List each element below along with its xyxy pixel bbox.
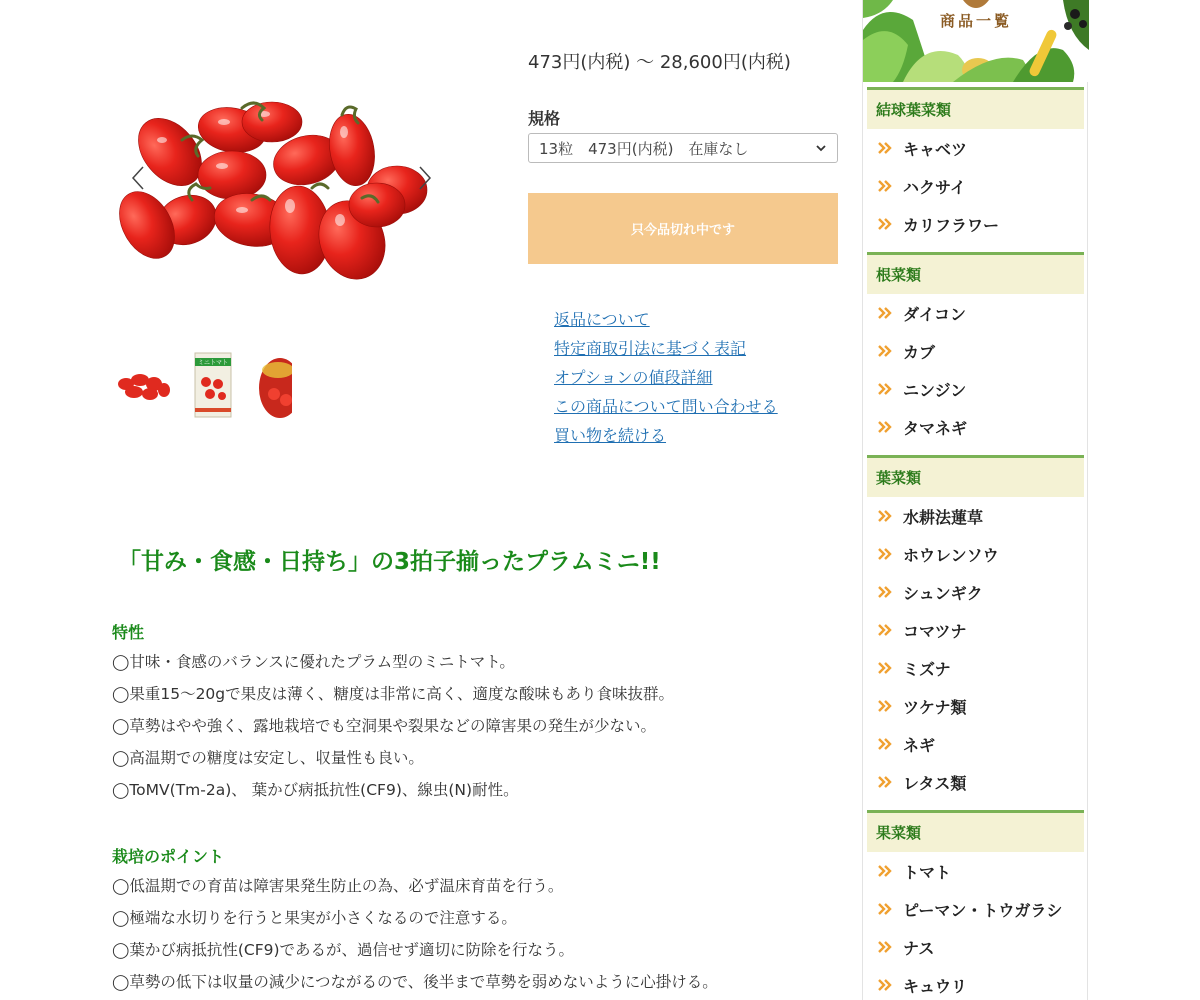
category-item[interactable]: [867, 763, 1084, 801]
double-chevron-right-icon: [877, 179, 893, 193]
spec-select[interactable]: [528, 133, 838, 163]
link-returns[interactable]: 返品について: [554, 310, 650, 329]
product-links: [554, 305, 778, 450]
spec-select-value: 13粒 473円(内税) 在庫なし: [539, 139, 749, 158]
category-item-label: ニンジン: [903, 380, 967, 400]
category-block-leafy-vegetables: [867, 455, 1084, 801]
list-item: ◯高温期での糖度は安定し、収量性も良い。: [112, 749, 424, 767]
double-chevron-right-icon: [877, 661, 893, 675]
chevron-right-icon: [413, 165, 435, 191]
double-chevron-right-icon: [877, 420, 893, 434]
gallery-prev-button[interactable]: [128, 165, 150, 191]
main-product-photo[interactable]: [112, 80, 452, 300]
gallery-next-button[interactable]: [413, 165, 435, 191]
price-range: 473円(内税) 〜 28,600円(内税): [528, 52, 791, 73]
category-item[interactable]: [867, 129, 1084, 167]
product-description: [112, 543, 842, 991]
chevron-down-icon: [815, 142, 827, 154]
list-item: ◯草勢はやや強く、露地栽培でも空洞果や裂果などの障害果の発生が少ない。: [112, 717, 657, 735]
list-item: ◯葉かび病抵抗性(CF9)であるが、過信せず適切に防除を行なう。: [112, 941, 575, 959]
category-item[interactable]: [867, 890, 1084, 928]
category-item-label: レタス類: [903, 773, 967, 793]
category-item[interactable]: [867, 167, 1084, 205]
category-item[interactable]: [867, 725, 1084, 763]
category-item-label: ナス: [903, 938, 935, 958]
double-chevron-right-icon: [877, 509, 893, 523]
category-item-label: シュンギク: [903, 583, 983, 603]
thumbnail-2[interactable]: [194, 352, 232, 418]
category-item[interactable]: [867, 332, 1084, 370]
category-item[interactable]: [867, 966, 1084, 1000]
cultivation-points-list: [112, 870, 718, 998]
category-title[interactable]: 根菜類: [867, 252, 1084, 294]
double-chevron-right-icon: [877, 940, 893, 954]
link-legal-notice[interactable]: 特定商取引法に基づく表記: [554, 339, 747, 358]
category-item[interactable]: [867, 687, 1084, 725]
banner-title: 商品一覧: [939, 12, 1012, 30]
category-item-label: ホウレンソウ: [903, 545, 999, 565]
category-item[interactable]: [867, 535, 1084, 573]
category-item[interactable]: [867, 205, 1084, 243]
thumbnail-3[interactable]: [258, 354, 306, 418]
category-item-label: ネギ: [903, 735, 936, 755]
list-item: ◯甘味・食感のバランスに優れたプラム型のミニトマト。: [112, 653, 515, 671]
section-title-cultivation-points: 栽培のポイント: [112, 847, 225, 866]
double-chevron-right-icon: [877, 141, 893, 155]
category-item[interactable]: [867, 852, 1084, 890]
category-item-label: タマネギ: [903, 418, 968, 438]
category-item-label: キャベツ: [903, 139, 968, 159]
category-title[interactable]: 果菜類: [867, 810, 1084, 852]
double-chevron-right-icon: [877, 217, 893, 231]
category-item-label: ハクサイ: [903, 177, 966, 197]
product-image-gallery: [112, 60, 452, 320]
product-list-banner[interactable]: [863, 0, 1089, 82]
category-item[interactable]: [867, 573, 1084, 611]
characteristics-list: [112, 646, 674, 806]
category-item-label: ツケナ類: [903, 697, 967, 717]
double-chevron-right-icon: [877, 737, 893, 751]
category-sidebar: [862, 0, 1088, 1000]
category-item-label: ダイコン: [903, 304, 967, 324]
list-item: ◯極端な水切りを行うと果実が小さくなるので注意する。: [112, 909, 517, 927]
thumbnail-1[interactable]: [112, 366, 174, 404]
category-block-heading-vegetables: [867, 87, 1084, 243]
category-item[interactable]: [867, 370, 1084, 408]
category-block-fruit-vegetables: [867, 810, 1084, 1000]
category-item[interactable]: [867, 497, 1084, 535]
category-item[interactable]: [867, 611, 1084, 649]
category-item-label: カブ: [903, 342, 936, 362]
spec-label: 規格: [528, 109, 561, 128]
category-title[interactable]: 葉菜類: [867, 455, 1084, 497]
list-item: ◯ToMV(Tm-2a)、 葉かび病抵抗性(CF9)、線虫(N)耐性。: [112, 781, 519, 799]
list-item: ◯低温期での育苗は障害果発生防止の為、必ず温床育苗を行う。: [112, 877, 564, 895]
double-chevron-right-icon: [877, 775, 893, 789]
link-continue-shopping[interactable]: 買い物を続ける: [554, 426, 667, 445]
double-chevron-right-icon: [877, 344, 893, 358]
category-item-label: トマト: [903, 862, 952, 882]
double-chevron-right-icon: [877, 864, 893, 878]
category-item-label: キュウリ: [903, 976, 968, 996]
double-chevron-right-icon: [877, 547, 893, 561]
category-item[interactable]: [867, 928, 1084, 966]
double-chevron-right-icon: [877, 382, 893, 396]
category-title[interactable]: 結球葉菜類: [867, 87, 1084, 129]
section-title-characteristics: 特性: [112, 623, 145, 642]
link-product-inquiry[interactable]: この商品について問い合わせる: [554, 397, 778, 416]
category-item-label: 水耕法蓮草: [903, 507, 984, 527]
double-chevron-right-icon: [877, 699, 893, 713]
category-item-label: ミズナ: [903, 659, 951, 679]
link-option-price-details[interactable]: オプションの値段詳細: [554, 368, 713, 387]
double-chevron-right-icon: [877, 585, 893, 599]
description-headline: 「甘み・食感・日持ち」の3拍子揃ったプラムミニ!!: [118, 549, 661, 575]
category-block-root-vegetables: [867, 252, 1084, 446]
double-chevron-right-icon: [877, 978, 893, 992]
double-chevron-right-icon: [877, 623, 893, 637]
category-item[interactable]: [867, 408, 1084, 446]
list-item: ◯草勢の低下は収量の減少につながるので、後半まで草勢を弱めないように心掛ける。: [112, 973, 718, 991]
soldout-button[interactable]: 只今品切れ中です: [528, 193, 838, 264]
category-item[interactable]: [867, 294, 1084, 332]
category-item-label: ピーマン・トウガラシ: [903, 900, 1063, 920]
category-item-label: カリフラワー: [903, 215, 1000, 235]
list-item: ◯果重15〜20gで果皮は薄く、糖度は非常に高く、適度な酸味もあり食味抜群。: [112, 685, 675, 703]
thumb-package-label: ミニトマト: [197, 359, 229, 367]
category-item-label: コマツナ: [903, 621, 967, 641]
category-item[interactable]: [867, 649, 1084, 687]
double-chevron-right-icon: [877, 902, 893, 916]
chevron-left-icon: [128, 165, 150, 191]
double-chevron-right-icon: [877, 306, 893, 320]
